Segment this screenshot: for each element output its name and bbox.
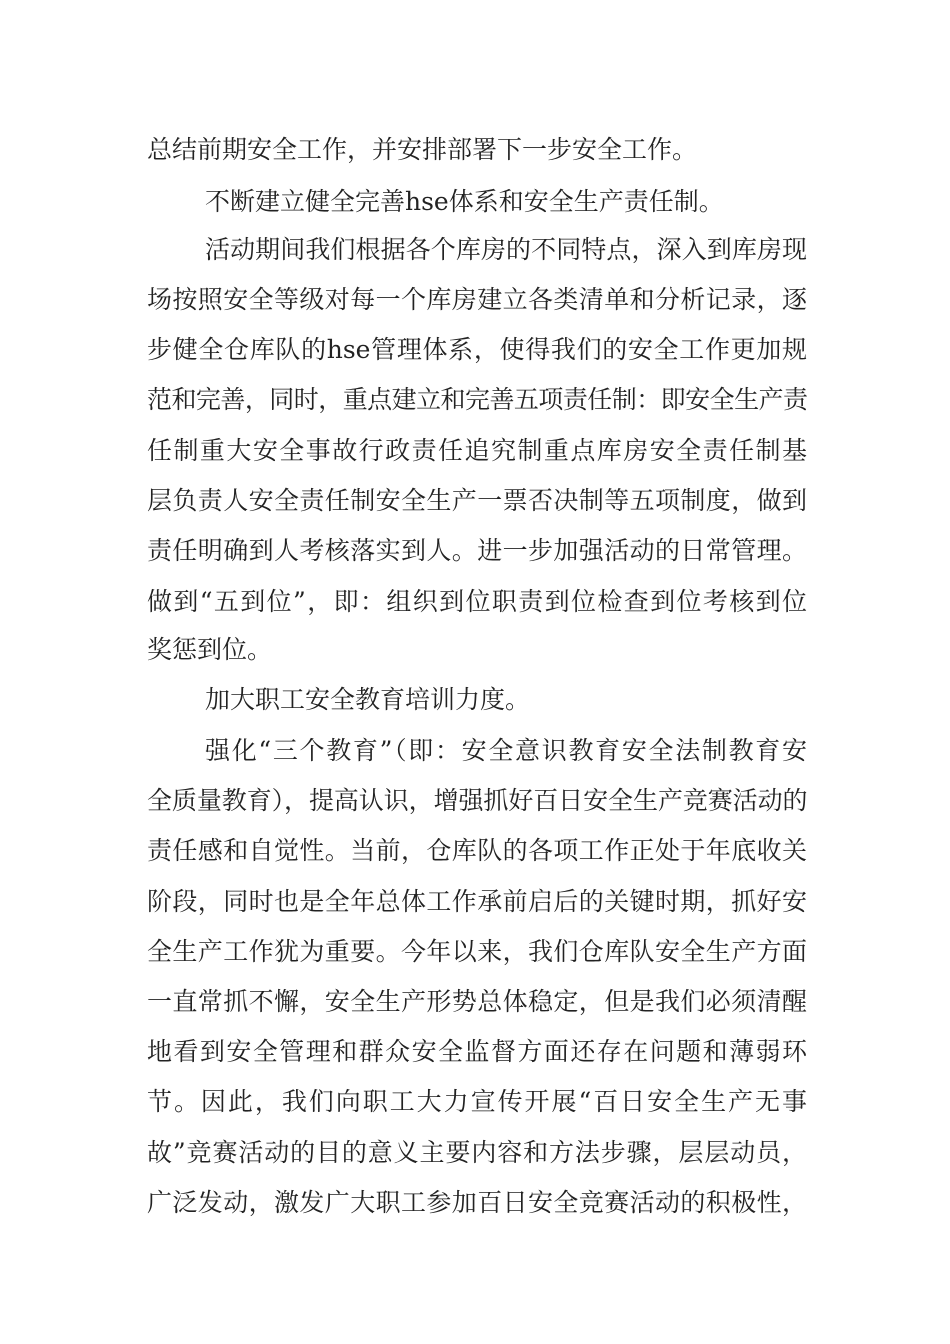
text-line: 层负责人安全责任制安全生产一票否决制等五项制度，做到 xyxy=(147,486,807,515)
text-line: 节。因此，我们向职工大力宣传开展“百日安全生产无事 xyxy=(147,1087,807,1116)
text-line: 一直常抓不懈，安全生产形势总体稳定，但是我们必须清醒 xyxy=(147,987,807,1016)
text-line: 任制重大安全事故行政责任追究制重点库房安全责任制基 xyxy=(147,436,807,465)
text-line: 故”竞赛活动的目的意义主要内容和方法步骤，层层动员， xyxy=(147,1138,807,1167)
text-line: 地看到安全管理和群众安全监督方面还存在问题和薄弱环 xyxy=(147,1037,807,1066)
text-line: 责任明确到人考核落实到人。进一步加强活动的日常管理。 xyxy=(147,536,807,565)
text-line: 全质量教育），提高认识，增强抓好百日安全生产竞赛活动的 xyxy=(147,786,807,815)
text-line: 活动期间我们根据各个库房的不同特点，深入到库房现 xyxy=(205,235,807,264)
paragraph-heading: 不断建立健全完善hse体系和安全生产责任制。 xyxy=(205,187,724,216)
paragraph-heading: 加大职工安全教育培训力度。 xyxy=(205,685,531,714)
text-line: 奖惩到位。 xyxy=(147,635,273,664)
text-line: 广泛发动，激发广大职工参加百日安全竞赛活动的积极性， xyxy=(147,1188,807,1217)
text-line: 全生产工作犹为重要。今年以来，我们仓库队安全生产方面 xyxy=(147,937,807,966)
text-line: 阶段，同时也是全年总体工作承前启后的关键时期，抓好安 xyxy=(147,887,807,916)
text-line: 范和完善，同时，重点建立和完善五项责任制：即安全生产责 xyxy=(147,385,807,414)
text-line: 强化“三个教育”（即：安全意识教育安全法制教育安 xyxy=(205,736,807,765)
text-line: 场按照安全等级对每一个库房建立各类清单和分析记录，逐 xyxy=(147,285,807,314)
text-line: 做到“五到位”，即：组织到位职责到位检查到位考核到位 xyxy=(147,587,807,616)
text-line: 步健全仓库队的hse管理体系，使得我们的安全工作更加规 xyxy=(147,335,807,364)
text-line: 总结前期安全工作，并安排部署下一步安全工作。 xyxy=(147,135,698,164)
text-line: 责任感和自觉性。当前，仓库队的各项工作正处于年底收关 xyxy=(147,836,807,865)
